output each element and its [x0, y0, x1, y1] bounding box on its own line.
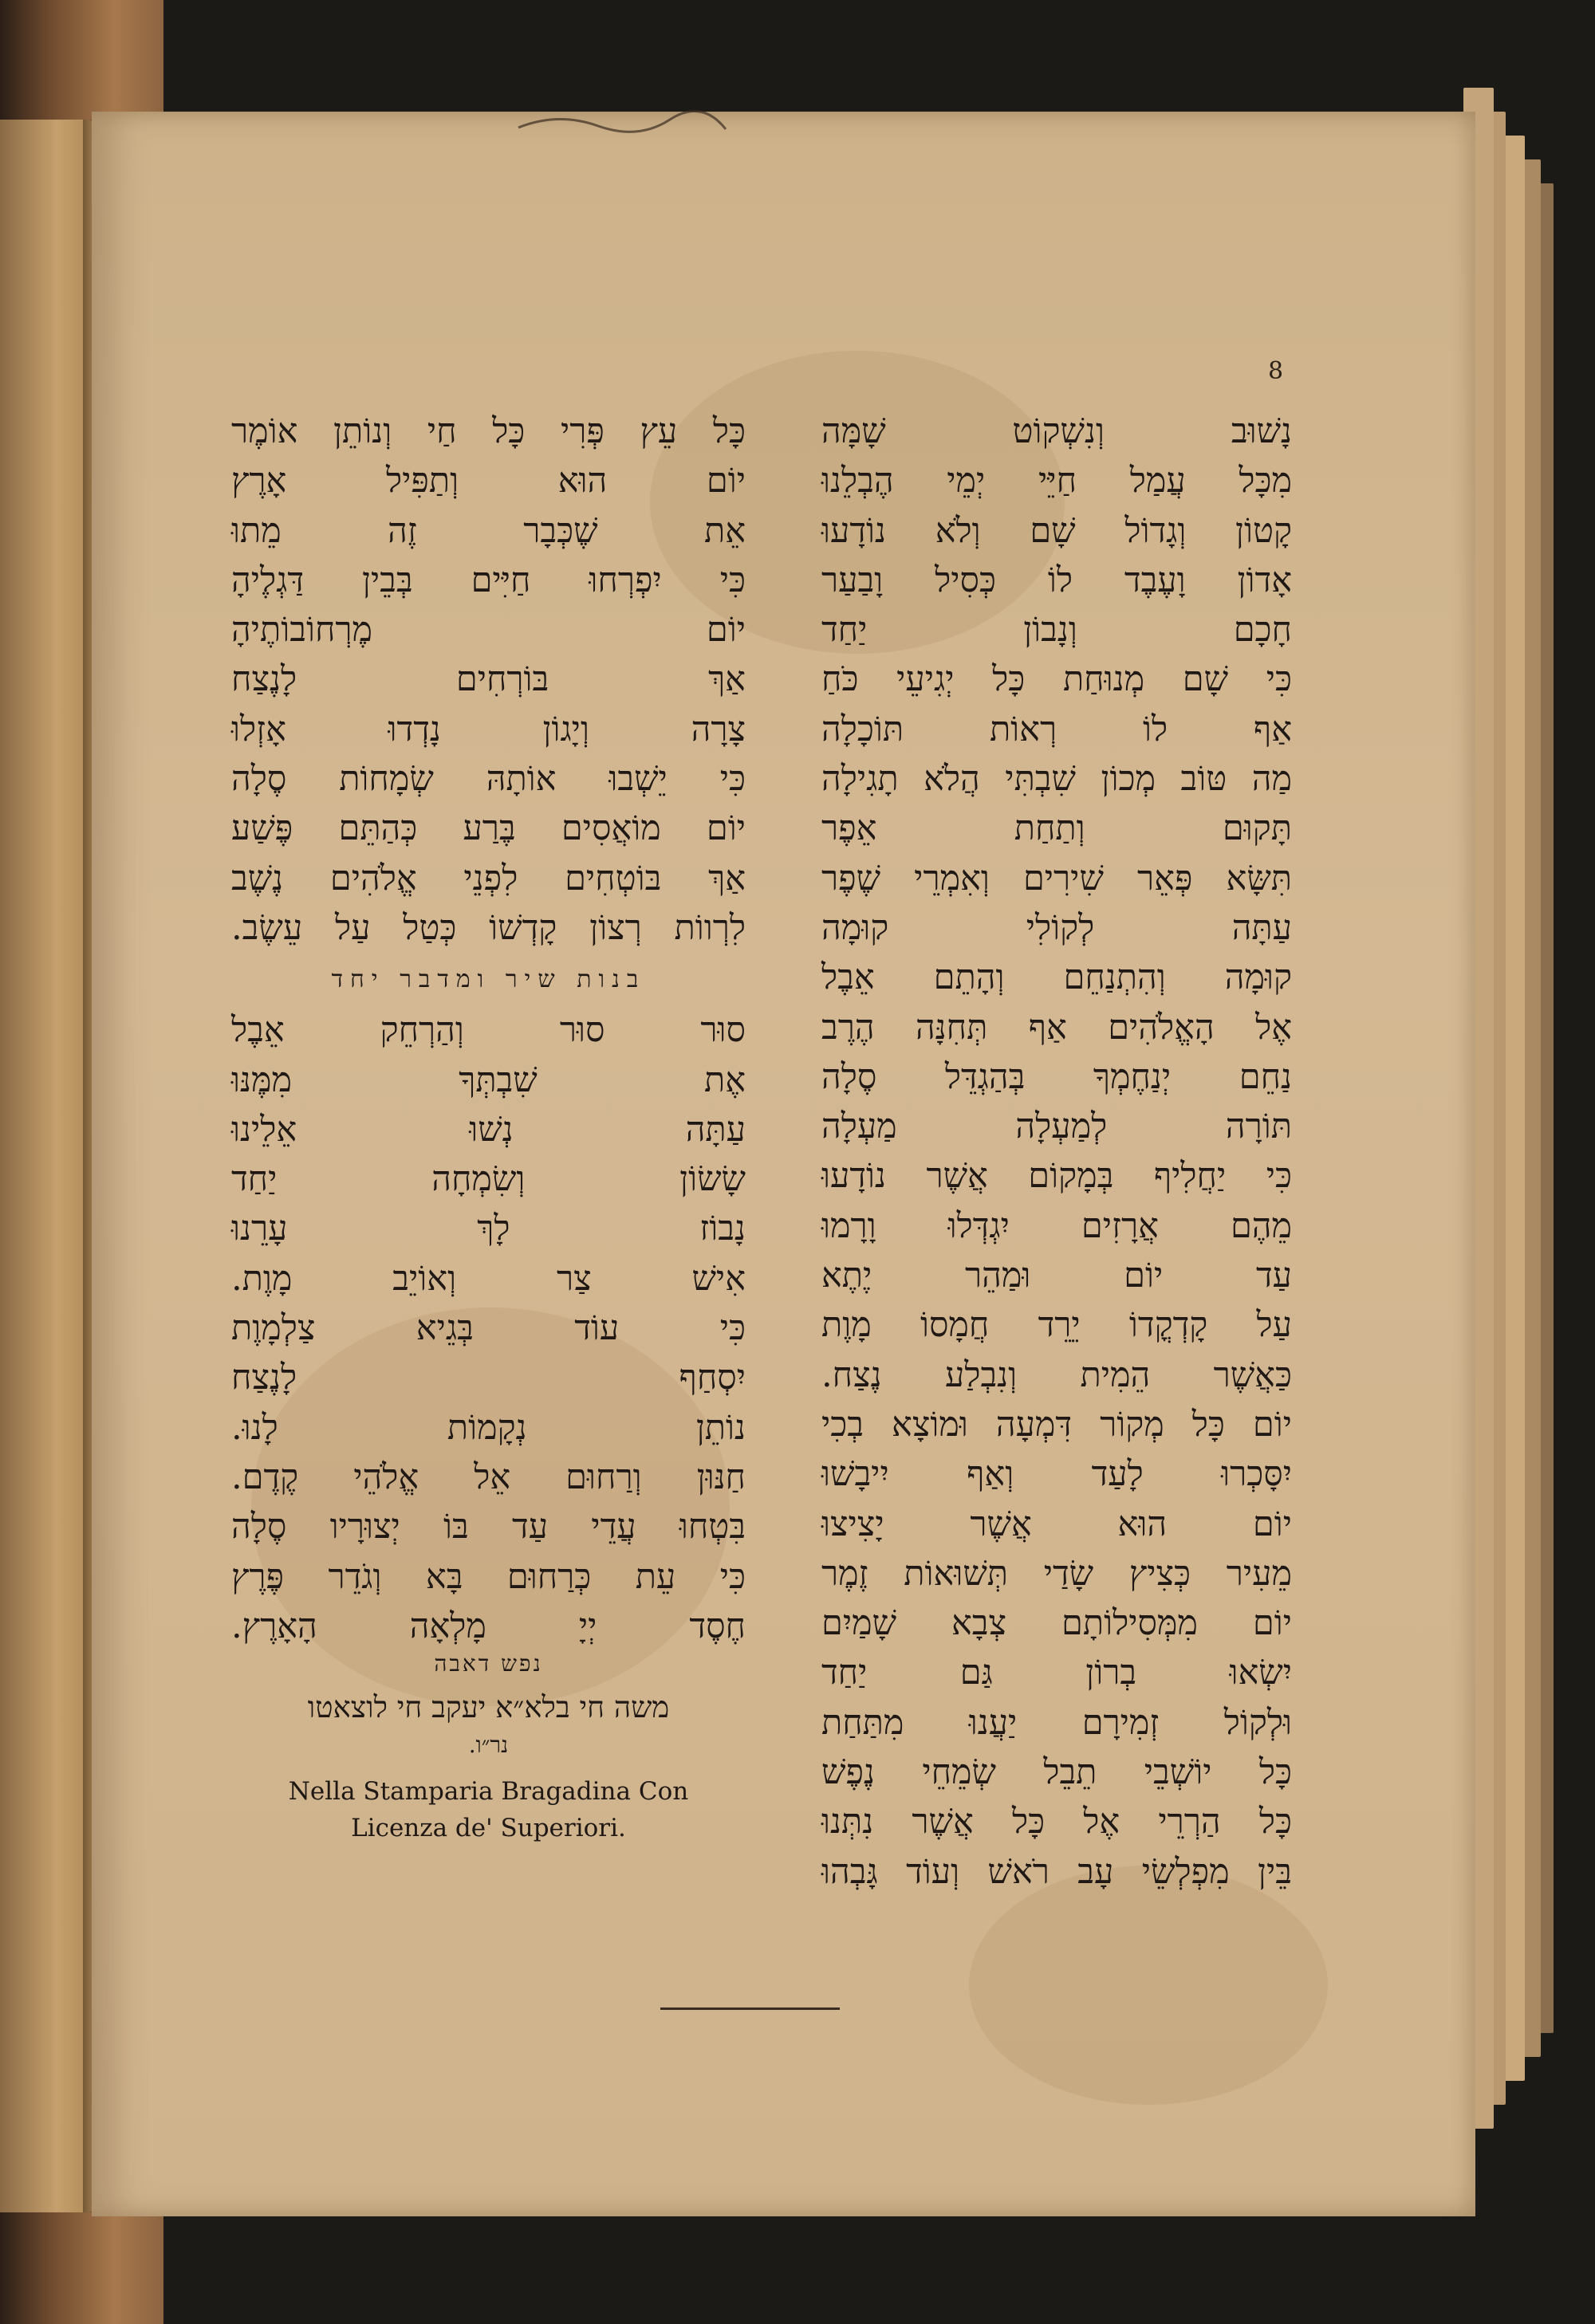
- verse-line: יוֹם מֶרְחוֹבוֹתֶיהָ: [231, 610, 746, 651]
- verse-line: וּלְקוֹל זְמִירָם יַעֲנוּ מִתַּחַת: [821, 1702, 1292, 1743]
- verse-line: כִּי יִפְרְחוּ חַיִּים בְּבֵין דַּגְלֶיהָ: [231, 560, 746, 600]
- verse-line: תִּשָּׂא פְּאֵר שִׁירִים וְאִמְרֵי שֶׁפֶר: [821, 858, 1292, 899]
- verse-line: תָּקוּם וְתַחַת אֵפֶר: [821, 808, 1292, 849]
- verse-line: אָדוֹן וָעֶבֶד לוֹ כְּסִיל וָבַעַר: [821, 560, 1292, 600]
- verse-line: בִּטְחוּ עֲדֵי עַד בּוֹ יְצוּרָיו סֶלָה: [231, 1507, 746, 1547]
- verse-line: כַּאֲשֶׁר הֵמִית וְנִבְלַע נֶצַח.: [821, 1355, 1292, 1395]
- verse-line: יוֹם מוֹאֲסִים בֶּרַע כְּהַתֵּם פֶּשַׁע: [231, 808, 746, 849]
- verse-line: יִסְחַף לָנֶצַח: [231, 1358, 746, 1398]
- verse-line: יִסָּכְרוּ לָעַד וְאַף יִיבָשׁוּ: [821, 1454, 1292, 1495]
- verse-line: יוֹם מִמְּסִילוֹתָם צְבָא שָׁמַיִם: [821, 1603, 1292, 1644]
- left-column-top: [231, 407, 746, 953]
- verse-line: נוֹתֵן נְקָמוֹת לָנוּ.: [231, 1407, 746, 1448]
- paper-stain: [969, 1866, 1328, 2105]
- verse-line: שָׂשׂוֹן וְשִׂמְחָה יַחַד: [231, 1159, 746, 1200]
- verse-line: אֵת שֶׁכְּבָר זֶה מֵתוּ: [231, 510, 746, 551]
- verse-line: מִכָּל עֲמַל חַיֵּי יְמֵי הֶבְלֵנוּ: [821, 461, 1292, 501]
- verse-line: קָטוֹן וְגָדוֹל שָׁם וְלֹא נוֹדָעוּ: [821, 510, 1292, 551]
- page-number: 8: [1268, 357, 1284, 385]
- right-column: [821, 407, 1292, 1897]
- verse-line: בֵּין מִפְלְשֵׂי עָב רֹאשׁ וְעוֹד גָּבְהוּ: [821, 1851, 1292, 1892]
- verse-line: חָכָם וְנָבוֹן יַחַד: [821, 610, 1292, 651]
- verse-line: לִרְווֹת רְצוֹן קָדְשׁוֹ כְּטַל עַל עֵשֶׂב.: [231, 907, 746, 948]
- verse-line: נַחֵם יְנַחֶמְךָ בְּהַגְדֵּל סֶלָה: [821, 1056, 1292, 1097]
- imprint: [231, 1773, 746, 1846]
- colophon-author: משה חי בלא״א יעקב חי לוצאטו: [307, 1690, 670, 1724]
- verse-line: עַתָּה נְשׁוּ אֵלֵינוּ: [231, 1109, 746, 1150]
- facing-page-edge: [0, 120, 94, 2212]
- verse-line: עַד יוֹם וּמַהֵר יֶתֶא: [821, 1256, 1292, 1296]
- verse-line: כִּי שָׁם מְנוּחַת כָּל יְגִיעֵי כֹּחַ: [821, 659, 1292, 700]
- verse-line: חַנּוּן וְרַחוּם אֵל אֱלֹהֵי קֶדֶם.: [231, 1457, 746, 1497]
- verse-line: צָרָה וְיָגוֹן נָדְדוּ אָזְלוּ: [231, 709, 746, 749]
- horizontal-rule: [660, 2007, 840, 2010]
- verse-line: חֶסֶד יְיָ מָלְאָה הָאָרֶץ.: [231, 1606, 746, 1646]
- verse-line: יוֹם כָּל מְקוֹר דִּמְעָה וּמוֹצָא בְכִי: [821, 1404, 1292, 1445]
- verse-line: נָשׁוּב וְנִשְׁקוֹט שָׁמָּה: [821, 411, 1292, 451]
- section-heading: בנות שיר ומדבר יחד: [331, 965, 646, 994]
- verse-line: כִּי עוֹד בְּגֵיא צַלְמָוֶת: [231, 1308, 746, 1349]
- verse-line: עַתָּה לְקוֹלִי קוּמָה: [821, 907, 1292, 948]
- verse-line: כִּי עֵת כְּרַחוּם בָּא וְגֹדֵר פֶּרֶץ: [231, 1556, 746, 1597]
- verse-line: מֵהֶם אֲרָזִים יִגְדְּלוּ וָרָמוּ: [821, 1205, 1292, 1246]
- verse-line: נָבוֹז לָךְ עָרֵנוּ: [231, 1209, 746, 1249]
- verse-line: מֵעִיר כְּצִיץ שָׂדַי תְּשׁוּאוֹת זֶמֶר: [821, 1553, 1292, 1594]
- verse-line: כָּל יוֹשְׁבֵי תֵבֵל שְׂמֵחֵי נֶפֶשׁ: [821, 1752, 1292, 1793]
- left-column: [231, 407, 746, 1651]
- imprint-line: Licenza de' Superiori.: [351, 1814, 626, 1842]
- verse-line: תּוֹרָה לְמַעְלָה מַעְלָה: [821, 1107, 1292, 1147]
- verse-line: כָּל הַרְרֵי אֶל כָּל אֲשֶׁר נִתְּנוּ: [821, 1802, 1292, 1842]
- verse-line: כִּי יֵשְׁבוּ אוֹתָהּ שְׂמָחוֹת סֶלָה: [231, 759, 746, 800]
- colophon: [231, 1650, 746, 1846]
- verse-line: עַל קָדְקֳדוֹ יֵרֵד חֲמָסוֹ מָוֶת: [821, 1305, 1292, 1346]
- verse-line: אַךְ בּוֹטְחִים לִפְנֵי אֱלֹהִים נֶשֶׁב: [231, 858, 746, 899]
- verse-line: יוֹם הוּא אֲשֶׁר יָצִיצוּ: [821, 1504, 1292, 1544]
- left-column-bottom: [231, 1005, 746, 1651]
- verse-line: כִּי יַחֲלִיף בְּמָקוֹם אֲשֶׁר נוֹדָעוּ: [821, 1156, 1292, 1197]
- verse-line: אֶל הָאֱלֹהִים אַף תְּחִנָּה הֶרֶב: [821, 1007, 1292, 1048]
- verse-line: קוּמָה וְהִתְנַחֵם וְהָתֵם אֵבֶל: [821, 958, 1292, 998]
- verse-line: אַף לוֹ רְאוֹת תּוֹכָלָה: [821, 709, 1292, 749]
- verse-line: יוֹם הוּא וְתַפִּיל אָרֶץ: [231, 461, 746, 501]
- colophon-author-abbr: נר״ו.: [468, 1732, 509, 1758]
- verse-line: כָּל עֵץ פְּרִי כָּל חַי וְנוֹתֵן אוֹמֶר: [231, 411, 746, 451]
- colophon-signature-note: נפש דאבה: [434, 1650, 543, 1677]
- verse-line: סוּר סוּר וְהַרְחֵק אֵבֶל: [231, 1010, 746, 1051]
- ink-mark-top: [510, 96, 734, 144]
- verse-line: אִישׁ צַר וְאוֹיֵב מָוֶת.: [231, 1258, 746, 1299]
- imprint-line: Nella Stamparia Bragadina Con: [288, 1777, 689, 1806]
- verse-line: אֶת שִׁבְתְּךָ מִמֶּנּוּ: [231, 1060, 746, 1100]
- verse-line: יִשְׂאוּ בְרוֹן גַּם יַחַד: [821, 1653, 1292, 1693]
- verse-line: אַךְ בּוֹרְחִים לָנֶצַח: [231, 659, 746, 700]
- verse-line: מַה טּוֹב מְכוֹן שִׁבְתִּי הֲלֹא תָגִילָה: [821, 759, 1292, 800]
